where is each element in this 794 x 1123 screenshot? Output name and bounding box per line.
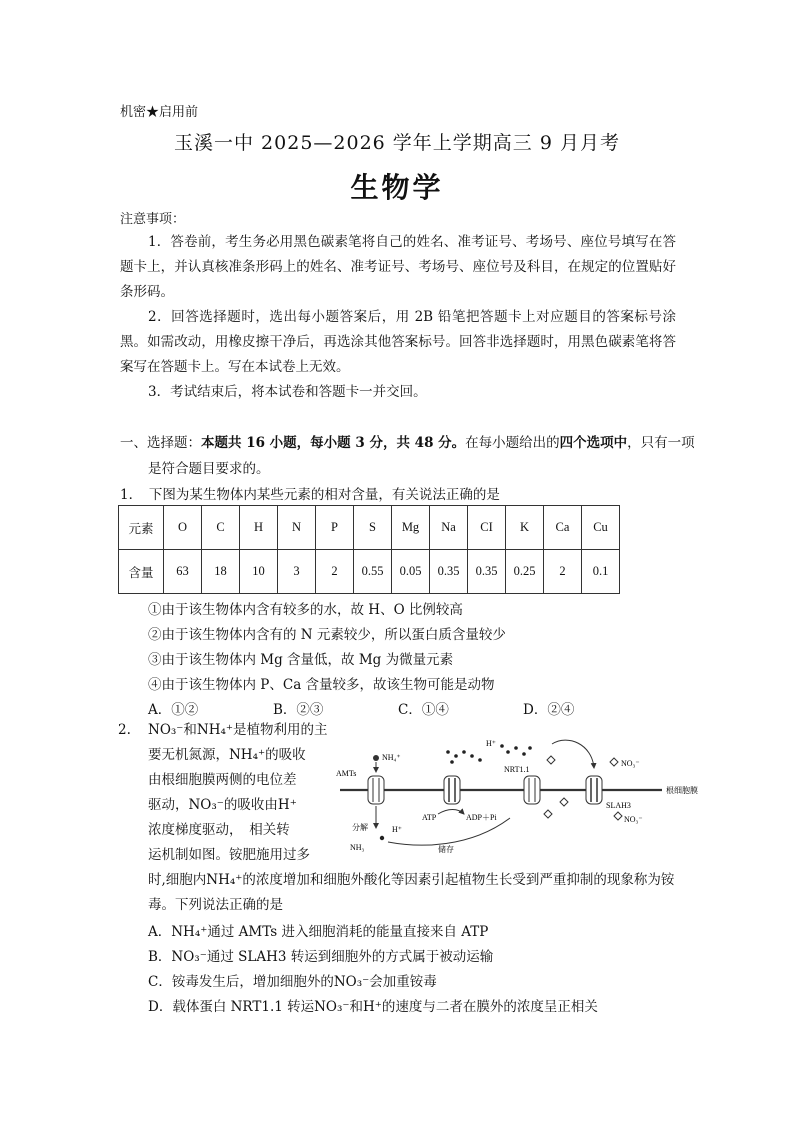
membrane-label: 根细胞膜 <box>666 786 698 795</box>
table-cell: H <box>240 506 278 550</box>
q1-stem: 1． 下图为某生物体内某些元素的相对含量，有关说法正确的是 <box>120 487 500 503</box>
q1-statement-4: ④由于该生物体内 P、Ca 含量较多，故该生物可能是动物 <box>148 677 495 693</box>
q1-choice-b[interactable]: B．②③ <box>273 702 324 718</box>
q2-line-2: 要无机氮源，NH₄⁺的吸收 <box>148 747 306 763</box>
slah3-channel <box>586 776 602 804</box>
q1-statement-3: ③由于该生物体内 Mg 含量低，故 Mg 为微量元素 <box>148 652 454 668</box>
subject-title: 生物学 <box>350 171 444 204</box>
table-cell: 63 <box>164 550 202 594</box>
no3-diamond <box>544 810 552 818</box>
q2-option-d[interactable]: D．载体蛋白 NRT1.1 转运NO₃⁻和H⁺的速度与二者在膜外的浓度呈正相关 <box>148 999 598 1015</box>
nrt-transporter <box>524 776 540 804</box>
table-cell: S <box>354 506 392 550</box>
table-cell: 0.1 <box>582 550 620 594</box>
nh4-dot <box>373 755 379 761</box>
transport-diagram <box>330 738 698 856</box>
atp-label: ATP <box>422 813 437 822</box>
nrt-label: NRT1.1 <box>504 765 530 774</box>
h-label: H⁺ <box>486 739 496 748</box>
table-cell: 2 <box>316 550 354 594</box>
no3-label-top: NO₃⁻ <box>621 759 640 768</box>
q1-choice-a[interactable]: A．①② <box>148 702 199 718</box>
section-instructions: 一、选择题：本题共 16 小题，每小题 3 分，共 48 分。在每小题给出的四个选项中，只有一项是符合题目要求的。 <box>120 435 695 477</box>
table-cell: O <box>164 506 202 550</box>
no3-diamond <box>614 812 622 820</box>
no3-diamond <box>547 756 555 764</box>
table-cell: 0.55 <box>354 550 392 594</box>
table-row <box>119 506 620 550</box>
element-table <box>118 505 620 594</box>
q2-line-6: 运机制如图。铵肥施用过多 <box>148 847 310 863</box>
q2-option-c[interactable]: C．铵毒发生后，增加细胞外的NO₃⁻会加重铵毒 <box>148 974 437 990</box>
amts-channel <box>368 762 384 804</box>
table-cell: 元素 <box>119 506 164 550</box>
nh3-label: NH₃ <box>350 843 365 852</box>
table-cell: C <box>202 506 240 550</box>
table-cell: 0.35 <box>468 550 506 594</box>
notice-item-2: 2．回答选择题时，选出每小题答案后，用 2B 铅笔把答题卡上对应题目的答案标号涂黑。如需改动，用橡皮擦干净后，再选涂其他答案标号。回答非选择题时，用黑色碳素笔将答案写在答题卡上。写在本试卷上无效。 <box>120 309 676 375</box>
proton-pump <box>444 776 460 804</box>
table-cell: 2 <box>544 550 582 594</box>
no3-label-bottom: NO₃⁻ <box>624 815 643 824</box>
table-cell: 0.35 <box>430 550 468 594</box>
q1-choice-d[interactable]: D．②④ <box>523 702 575 718</box>
no3-diamond <box>610 758 618 766</box>
confidential-mark: 机密★启用前 <box>120 105 199 120</box>
q2-option-b[interactable]: B．NO₃⁻通过 SLAH3 转运到细胞外的方式属于被动运输 <box>148 949 494 965</box>
decomp-label: 分解 <box>352 823 368 832</box>
table-cell: 18 <box>202 550 240 594</box>
q2-number: 2. <box>118 722 131 738</box>
q2-line-5: 浓度梯度驱动， 相关转 <box>148 822 290 838</box>
nh4-label: NH₄⁺ <box>382 753 401 762</box>
nh4-inside-dot <box>380 836 384 840</box>
table-cell: K <box>506 506 544 550</box>
store-label: 储存 <box>438 845 454 854</box>
table-cell: Ca <box>544 506 582 550</box>
adp-label: ADP＋Pi <box>466 813 497 822</box>
amts-label: AMTs <box>336 769 357 778</box>
h-inside-label: H⁺ <box>392 825 402 834</box>
table-cell: 含量 <box>119 550 164 594</box>
cycle-arrow <box>552 740 594 768</box>
table-cell: N <box>278 506 316 550</box>
table-cell: Na <box>430 506 468 550</box>
table-cell: P <box>316 506 354 550</box>
table-cell: CI <box>468 506 506 550</box>
table-cell: 3 <box>278 550 316 594</box>
table-cell: Mg <box>392 506 430 550</box>
notice-item-3: 3．考试结束后，将本试卷和答题卡一并交回。 <box>148 384 427 400</box>
q2-line-1: NO₃⁻和NH₄⁺是植物利用的主 <box>148 722 328 738</box>
store-path <box>388 818 510 845</box>
table-cell: Cu <box>582 506 620 550</box>
table-cell: 10 <box>240 550 278 594</box>
table-cell: 0.05 <box>392 550 430 594</box>
slah3-label: SLAH3 <box>606 801 631 810</box>
notice-item-1: 1．答卷前，考生务必用黑色碳素笔将自己的姓名、准考证号、考场号、座位号填写在答题卡上，并认真核准条形码上的姓名、准考证号、考场号、座位号及科目，在规定的位置贴好条形码。 <box>120 234 676 300</box>
q2-option-a[interactable]: A．NH₄⁺通过 AMTs 进入细胞消耗的能量直接来自 ATP <box>148 924 489 940</box>
atp-arrow <box>438 810 464 815</box>
q1-choice-c[interactable]: C．①④ <box>398 702 449 718</box>
table-cell: 0.25 <box>506 550 544 594</box>
notice-heading: 注意事项： <box>120 212 186 227</box>
q1-statement-1: ①由于该生物体内含有较多的水，故 H、O 比例较高 <box>148 602 463 618</box>
table-row <box>119 550 620 594</box>
q2-line-3: 由根细胞膜两侧的电位差 <box>148 772 297 788</box>
q2-line-4: 驱动，NO₃⁻的吸收由H⁺ <box>148 797 297 813</box>
no3-diamond <box>560 798 568 806</box>
exam-title: 玉溪一中 2025—2026 学年上学期高三 9 月月考 <box>174 132 620 154</box>
q2-stem-continued: 时,细胞内NH₄⁺的浓度增加和细胞外酸化等因素引起植物生长受到严重抑制的现象称为铵毒。下列说法正确的是 <box>148 872 675 913</box>
q1-statement-2: ②由于该生物体内含有的 N 元素较少，所以蛋白质含量较少 <box>148 627 506 643</box>
